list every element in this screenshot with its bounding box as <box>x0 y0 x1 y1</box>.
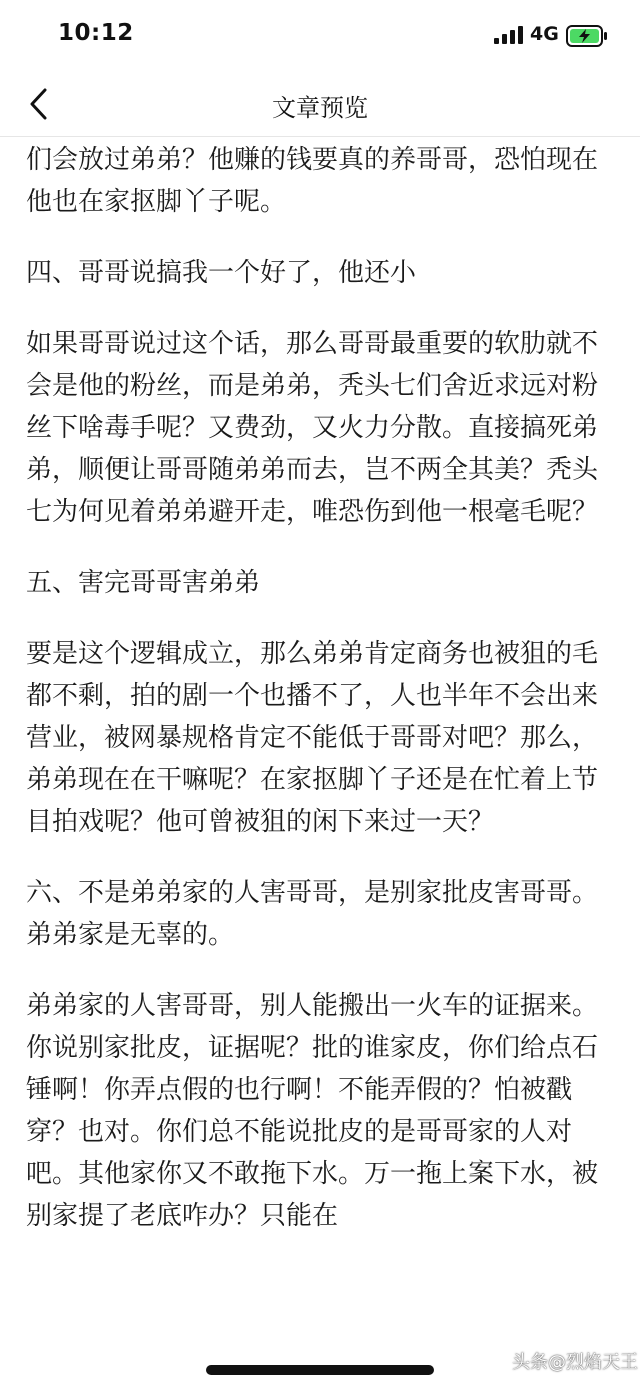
article-paragraph: 们会放过弟弟？他赚的钱要真的养哥哥，恐怕现在他也在家抠脚丫子呢。 <box>26 145 599 217</box>
signal-icon <box>494 26 524 44</box>
article-heading: 六、不是弟弟家的人害哥哥，是别家批皮害哥哥。弟弟家是无辜的。 <box>26 878 599 950</box>
home-indicator[interactable] <box>206 1365 434 1375</box>
article-body <box>26 138 622 1266</box>
article-paragraph: 弟弟家的人害哥哥，别人能搬出一火车的证据来。你说别家批皮，证据呢？批的谁家皮，你们给点石锤啊！你弄点假的也行啊！不能弄假的？怕被戳穿？也对。你们总不能说批皮的是哥哥家的人对吧。其他家你又不敢拖下水。万一拖上案下水，被别家提了老底咋办？只能在 <box>26 991 599 1231</box>
watermark: 头条@烈焰天王 <box>512 1352 638 1373</box>
page-title: 文章预览 <box>272 94 368 122</box>
network-type: 4G <box>530 23 559 45</box>
nav-bar <box>0 70 640 137</box>
battery-charging-icon <box>566 25 608 47</box>
article-heading: 五、害完哥哥害弟弟 <box>26 568 261 598</box>
article-heading: 四、哥哥说搞我一个好了，他还小 <box>26 258 417 288</box>
status-bar <box>0 0 640 70</box>
article-paragraph: 如果哥哥说过这个话，那么哥哥最重要的软肋就不会是他的粉丝，而是弟弟，秃头七们舍近求远对粉丝下啥毒手呢？又费劲，又火力分散。直接搞死弟弟，顺便让哥哥随弟弟而去，岂不两全其美？秃头七为何见着弟弟避开走，唯恐伤到他一根毫毛呢？ <box>26 329 599 527</box>
article-paragraph: 要是这个逻辑成立，那么弟弟肯定商务也被狙的毛都不剩，拍的剧一个也播不了，人也半年不会出来营业，被网暴规格肯定不能低于哥哥对吧？那么，弟弟现在在干嘛呢？在家抠脚丫子还是在忙着上节目拍戏呢？他可曾被狙的闲下来过一天？ <box>26 639 599 837</box>
status-time: 10:12 <box>58 20 134 46</box>
